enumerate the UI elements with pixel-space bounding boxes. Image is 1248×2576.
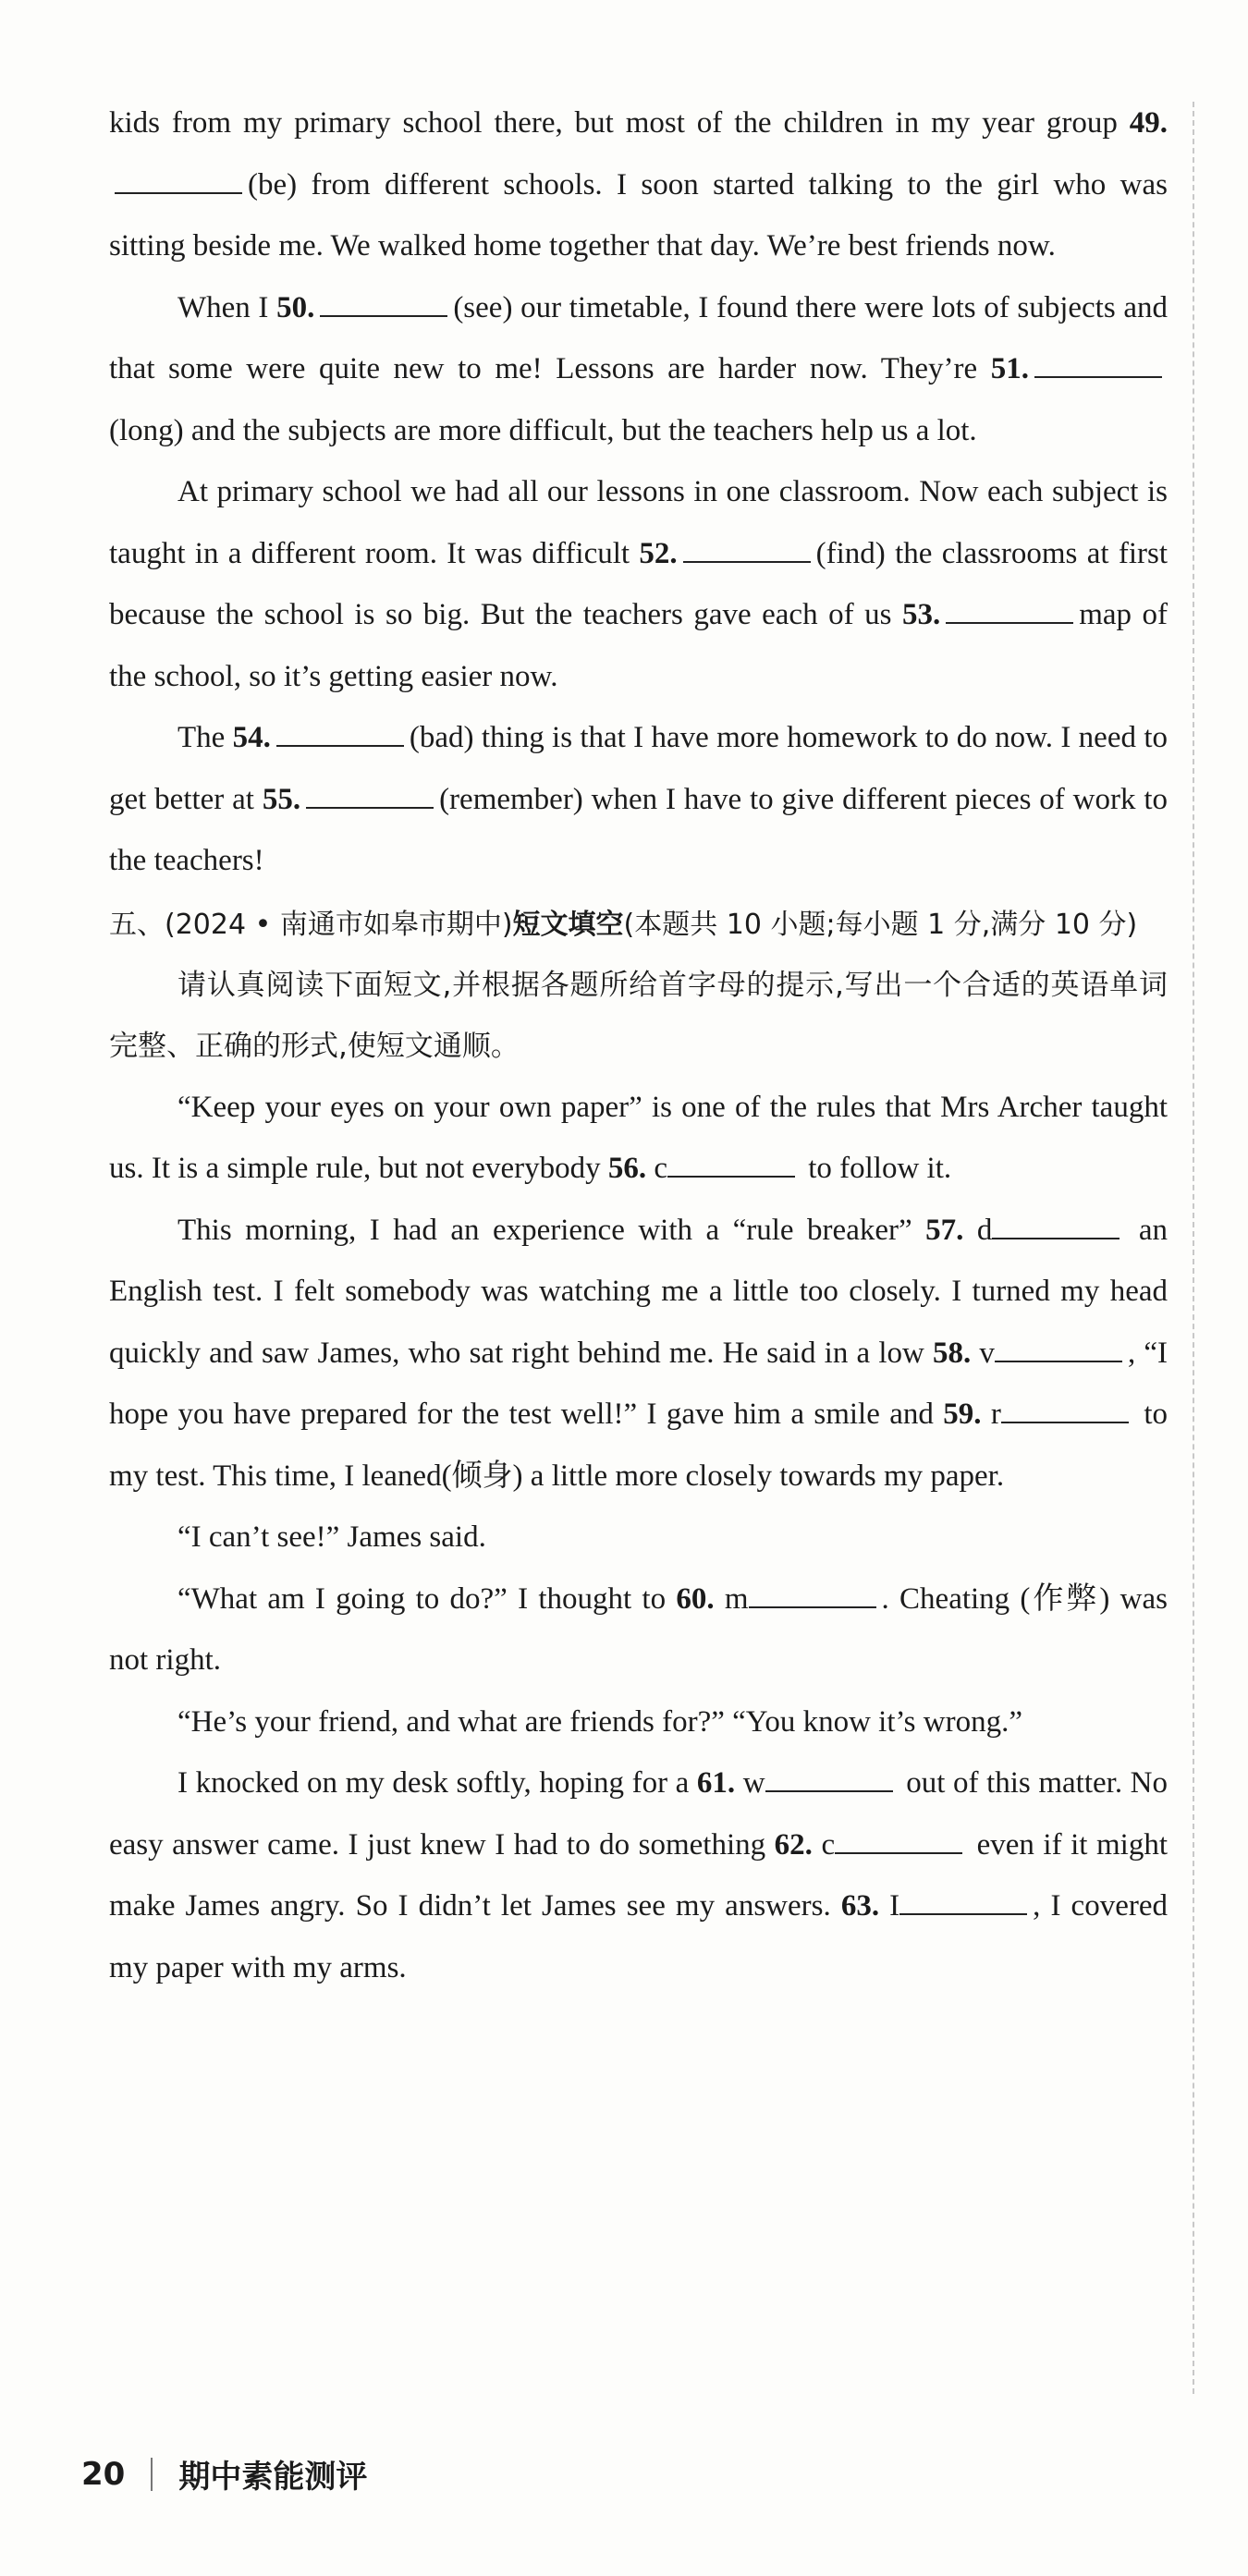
answer-blank[interactable]	[667, 1150, 795, 1178]
section-suffix: (本题共 10 小题;每小题 1 分,满分 10 分)	[623, 908, 1138, 941]
question-number: 61.	[696, 1766, 736, 1800]
paragraph-text: I knocked on my desk softly, hoping for a	[177, 1766, 697, 1800]
paragraph-text: (be) from different schools. I soon started talking to the girl who was sitting beside me. We walked home together that day. We’re best friends now.	[109, 167, 1168, 262]
paragraph	[109, 1077, 1168, 1200]
answer-blank[interactable]	[683, 535, 811, 563]
answer-blank[interactable]	[995, 1335, 1122, 1362]
paragraph-text: “He’s your friend, and what are friends for?” “You know it’s wrong.”	[177, 1704, 1022, 1739]
footer-title: 期中素能测评	[178, 2459, 368, 2496]
paragraph-text: r	[981, 1398, 1001, 1431]
passage-part-1	[109, 92, 1168, 892]
paragraph-text: . Cheating (作弊) was not right.	[109, 1581, 1168, 1677]
answer-blank[interactable]	[992, 1212, 1120, 1239]
paragraph	[109, 1691, 1168, 1753]
section-title: 短文填空	[512, 908, 624, 941]
paragraph	[109, 1569, 1168, 1691]
question-number: 57.	[925, 1213, 964, 1247]
paragraph-text: “Keep your eyes on your own paper” is one of the rules that Mrs Archer taught us. It is a simple rule, but not everybody	[109, 1090, 1168, 1185]
paragraph	[109, 1507, 1168, 1569]
paragraph-text: an English test. I felt somebody was watching me a little too closely. I turned my head quickly and saw James, who sat right behind me. He said in a low	[109, 1213, 1168, 1370]
passage-part-2	[109, 1077, 1168, 1999]
paragraph-text: v	[971, 1336, 995, 1370]
question-number: 54.	[232, 721, 271, 754]
paragraph-text: The	[177, 721, 233, 754]
section-header	[109, 896, 1168, 955]
paragraph	[109, 1200, 1168, 1508]
paragraph-text: This morning, I had an experience with a “rule breaker”	[177, 1213, 926, 1247]
answer-blank[interactable]	[765, 1764, 893, 1792]
paragraph-text: d	[963, 1213, 993, 1247]
question-number: 55.	[262, 782, 301, 816]
paragraph-text: (bad) thing is that I have more homework to do now. I need to get better at	[109, 721, 1168, 816]
paragraph	[109, 707, 1168, 892]
paragraph-text: (find) the classrooms at first because the school is so big. But the teachers gave each of us	[109, 536, 1168, 631]
answer-blank[interactable]	[946, 596, 1073, 624]
question-number: 50.	[276, 290, 315, 324]
paragraph-text: to my test. This time, I leaned(倾身) a little more closely towards my paper.	[109, 1398, 1168, 1493]
paragraph-text: “What am I going to do?” I thought to	[177, 1581, 677, 1616]
paragraph	[109, 277, 1168, 462]
answer-blank[interactable]	[749, 1581, 876, 1608]
paragraph	[109, 461, 1168, 707]
question-number: 49.	[1129, 106, 1168, 140]
answer-blank[interactable]	[835, 1826, 962, 1854]
question-number: 58.	[933, 1336, 972, 1370]
question-number: 62.	[774, 1827, 813, 1862]
page-footer	[81, 2451, 367, 2497]
paragraph-text: w	[735, 1766, 765, 1800]
paragraph-text: “I can’t see!” James said.	[177, 1520, 486, 1554]
question-number: 60.	[676, 1581, 715, 1616]
paragraph	[109, 92, 1168, 277]
paragraph-text: , I covered my paper with my arms.	[109, 1889, 1168, 1984]
paragraph-text: even if it might make James angry. So I didn’t let James see my answers.	[109, 1827, 1168, 1923]
paragraph-text: m	[714, 1581, 749, 1616]
paragraph-text: map of the school, so it’s getting easier now.	[109, 598, 1168, 693]
page-number: 20	[81, 2455, 126, 2493]
footer-separator	[151, 2458, 153, 2491]
answer-blank[interactable]	[1034, 350, 1162, 378]
question-number: 63.	[840, 1889, 880, 1923]
paragraph-text: c	[646, 1152, 667, 1185]
question-number: 59.	[943, 1398, 982, 1431]
document-body	[109, 92, 1168, 1998]
section-prefix: 五、(2024 • 南通市如皋市期中)	[109, 908, 513, 941]
binding-dashed-line	[1193, 102, 1194, 2394]
question-number: 53.	[901, 598, 941, 631]
paragraph-text: I	[879, 1889, 900, 1923]
paragraph-text: (see) our timetable, I found there were lots of subjects and that some were quite new to me! Lessons are harder now. They’re	[109, 290, 1168, 385]
question-number: 52.	[639, 536, 678, 570]
question-number: 56.	[607, 1152, 647, 1185]
paragraph-text: to follow it.	[800, 1152, 952, 1185]
answer-blank[interactable]	[276, 719, 404, 747]
paragraph-text: out of this matter. No easy answer came. I just knew I had to do something	[109, 1766, 1168, 1862]
paragraph-text: (remember) when I have to give different pieces of work to the teachers!	[109, 782, 1168, 877]
question-number: 51.	[990, 352, 1029, 385]
paragraph-text: c	[812, 1827, 836, 1862]
paragraph-text: (long) and the subjects are more difficult, but the teachers help us a lot.	[109, 413, 977, 447]
section-instruction: 请认真阅读下面短文,并根据各题所给首字母的提示,写出一个合适的英语单词完整、正确的形式,使短文通顺。	[109, 968, 1168, 1063]
paragraph-text: When I	[177, 290, 277, 324]
answer-blank[interactable]	[115, 166, 242, 194]
paragraph-text: kids from my primary school there, but most of the children in my year group	[109, 106, 1130, 140]
answer-blank[interactable]	[306, 781, 434, 809]
paragraph-text: At primary school we had all our lessons in one classroom. Now each subject is taught in a different room. It was difficult	[109, 475, 1168, 570]
paragraph	[109, 1752, 1168, 1998]
answer-blank[interactable]	[320, 289, 447, 317]
paragraph-text: , “I hope you have prepared for the test well!” I gave him a smile and	[109, 1336, 1168, 1431]
answer-blank[interactable]	[1001, 1396, 1129, 1423]
answer-blank[interactable]	[899, 1887, 1027, 1915]
